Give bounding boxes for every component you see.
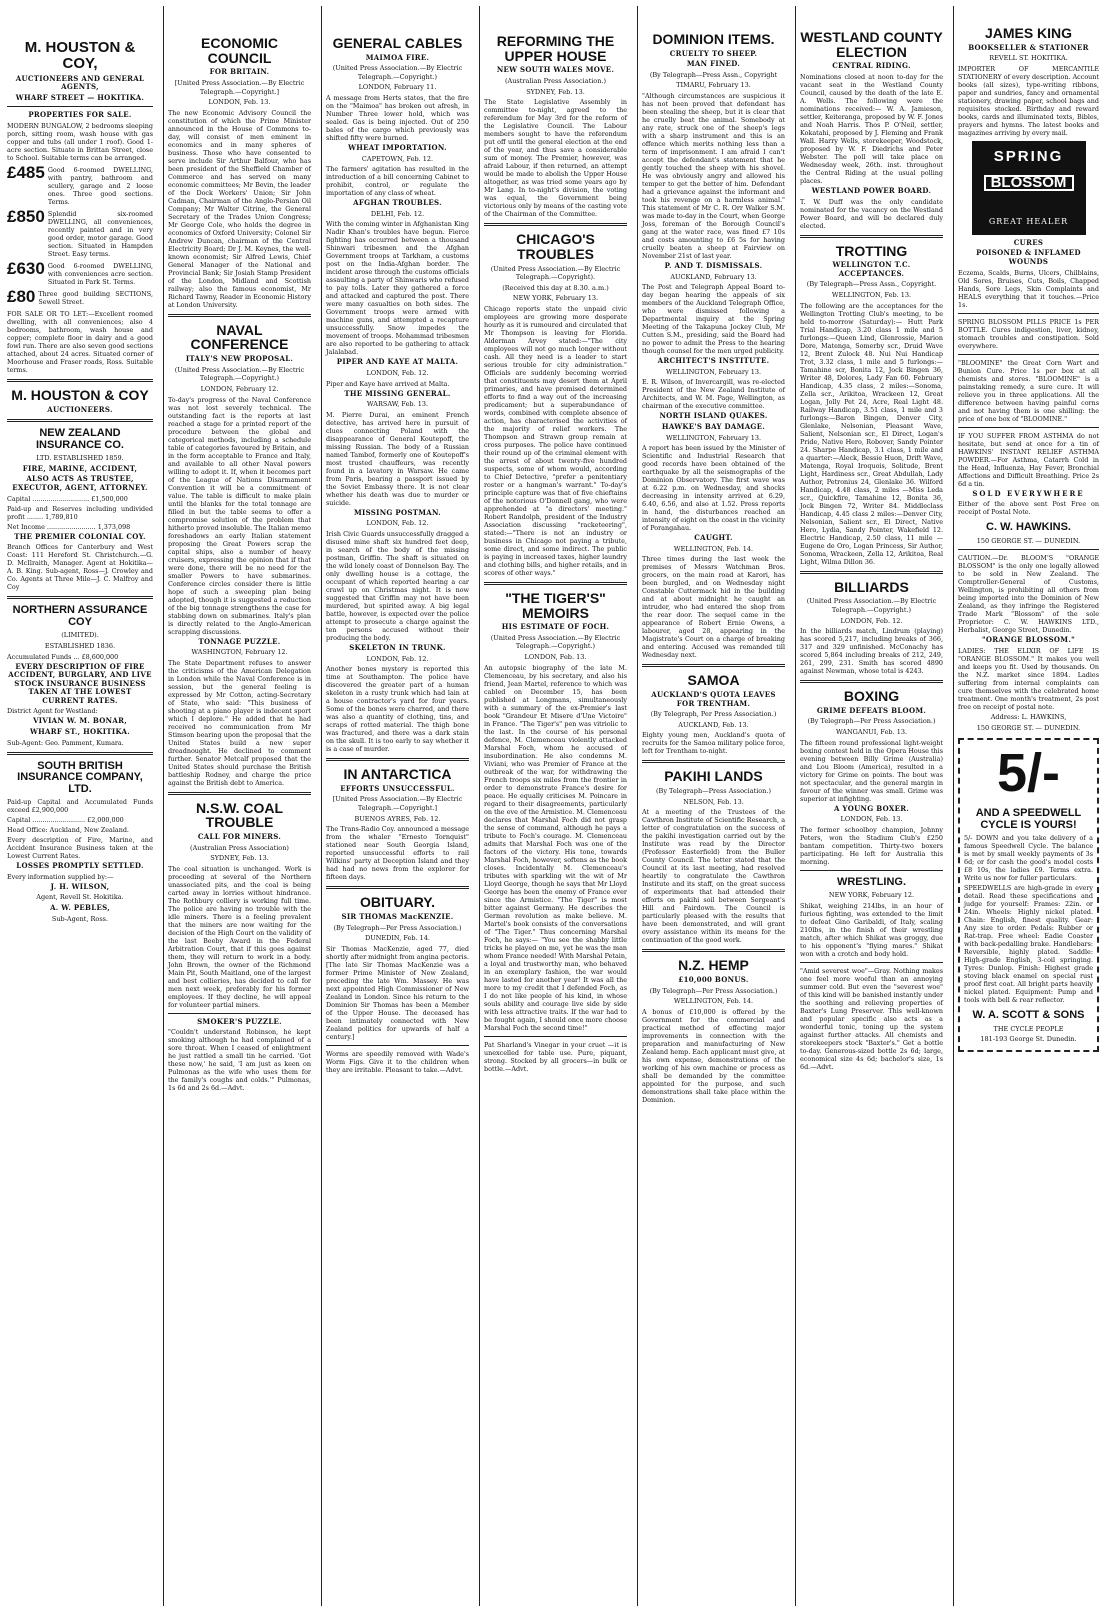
subhead: CENTRAL RIDING. — [832, 61, 911, 71]
advertisement-text: "Amid severest woe"—Gray. Nothing makes one feel more woeful than an annoying summer cold. But even the "severest woe" of this kind will be banished instantly under the soothing and relieving properties of Baxter's Lung Preserver. This well-known and popular specific also acts as a wonderful tonic, toning up the system against further attacks. All chemists and storekeepers stock "Baxter's." Get a bottle to-day. Generous-sized bottle 2s 6d; large, economical size 4s 6d; bachelor's size, 1s 6d.—Advt. — [800, 966, 943, 1071]
dateline: DELHI, Feb. 12. — [370, 209, 425, 218]
headline-economic-council: ECONOMIC COUNCIL — [201, 35, 278, 66]
subhead: P. AND T. DISMISSALS. — [664, 261, 763, 271]
advertisement-text: Worms are speedily removed with Wade's Worm Figs. Give it to the children when they are irritable. Pleasant to take.—Advt. — [326, 1049, 469, 1074]
article-text: With the coming winter in Afghanistan King Nadir Khan's troubles have begun. Fierce fighting has occurred between a thousand Shinwari tribesmen and the Afghan Government troops at Tarkham, a customs post on the India-Afghan border. The incident arose through the customs officials assaulting a party of Shinwaris who refused to pay tolls. Later they gathered a force and attacked and captured the post. There were many casualties on both sides. The Government troops were armed with machine guns, and attempted a recapture unsuccessfully. Snow impedes the movement of troops. Mohammad tribesmen are also reported to be gathering to attack Jalalabad. — [326, 220, 469, 357]
dateline: WELLINGTON, Feb. 14. — [673, 997, 754, 1006]
nzi-capital: Capital ............................ £1,500,000 — [7, 494, 128, 503]
dateline: CAPETOWN, Feb. 12. — [361, 154, 434, 163]
dateline: NEW YORK, February 13. — [512, 294, 599, 303]
article-text: A bonus of £10,000 is offered by the Government for the commercial and practical method of effecting major improvements in connection with the preparation and manufacturing of New Zealand hemp. Each applicant must give, at his own expense, demonstrations of the working of his own machine or process as shall be demanded by the committee appointed for the purpose, and such demonstrations shall take place within the Dominion. — [642, 1007, 785, 1104]
ad-text: CAUTION.—Dr. BLOOM'S "ORANGE BLOSSOM" is the only one legally allowed to be sold in New Zealand. The Comptroller-General of Customs, Wellington, is prohibiting all others from being imported into the Dominion of New Zealand, as they infringe the Registered Trade Mark "Blossom" of the sole Proprietor: C. W. HAWKINS LTD., Herbalist, George Street, Dunedin. — [958, 554, 1099, 635]
ad-text: 5/- DOWN and you take delivery of a famous Speedwell Cycle. The balance is met by small weekly payments of 3s 6d; or for cash the good's model costs £8 10s, the ladies £9. Terms extra. Write us now for fuller particulars. — [964, 834, 1093, 883]
south-british-info: Every information supplied by:— — [7, 872, 114, 881]
article-text: T. W. Duff was the only candidate nominated for the vacancy on the Westland Power Board, and will be declared duly elected. — [800, 197, 943, 230]
scott-subtitle: THE CYCLE PEOPLE — [993, 1024, 1064, 1033]
subhead: MISSING POSTMAN. — [353, 507, 442, 517]
credit-line: (By Telegraph, Per Press Association.) — [650, 710, 777, 719]
column-7 — [953, 6, 1103, 1606]
subhead: CAUGHT. — [694, 533, 733, 543]
ad-text: IF YOU SUFFER FROM ASTHMA do not hesitate, but send at once for a tin of HAWKINS' INSTANT RELIEF ASTHMA POWDER.—For Asthma, Catarrh Cold in the Head, Influenza, Hay Fever, Bronchial Affections and Difficult Breathing. Price 2s 6d a tin. — [958, 431, 1099, 488]
subhead: GRIME DEFEATS BLOOM. — [816, 705, 927, 715]
nzi-branch: Branch Offices for Canterbury and West Coast: 111 Hereford St. Christchurch.—G. D. McIlraith, Manager. Agent at Hokitika—A. B. King. Sub-agent, Ross—J. Crowley and Co. Agents at Three Mile—J. C. Malfroy and Coy — [7, 543, 153, 592]
houston-title: M. HOUSTON & COY, — [24, 39, 136, 72]
article-text: An autopsic biography of the late M. Clemenceau, by his secretary, and also his friend, Jean Martel, reference to which was cabled on December 15, has been published at Longmans, simultaneously with a summary of the ex-Premier's last book "Grandeur Et Misere d'Une Victoire" in France. "The Tiger's" pen was vitriolic to the last. In the course of his personal defence, M. Clemenceau violently attacked Marshal Foch, whom he accused of insubordination. He also condemns M. Viviani, who was Premier of France at the outbreak of the war, for withdrawing the French troops six miles from the frontier in order to demonstrate France's desire for peace. He equally criticises M. Poincare in regard to their disagreements, particularly on the eve of the Armistice. M. Clemenceau declares that Marshal Foch did not grasp the sense of command, although he pays a tribute to Foch's courage. M. Clemenceau admits that Marshal Foch was one of the factors of the victory. His tone, towards Marshal Foch, however, softens as the book closes. Incidentally M. Clemenceau's tributes with sparkling wit the wit of Mr Lloyd George, though he says that Mr Lloyd George has been the enemy of France ever since the Armistice. "The Tiger" is most bitter against Germany. He describes the German revolution as make believe. M. Martel's book consists of the conversations of "The Tiger." Thus concerning Marshal Foch, he says:— "You see the shabby little tricks he played on me, yet he was the man whom France needed! With Marshal Petain, a loyal and trustworthy man, who behaved in an exemplary fashion, the war would have lasted for another year! It was all the more to my credit that I defended Foch, as I do not like people of his kind, in whose souls ability and courage live side by side with less attractive traits. If the war had to be fought again, I should once more choose Marshal Foch the second time!" — [484, 663, 627, 1032]
five-shillings: 5/- — [996, 743, 1061, 804]
article-text: The State Department refuses to answer the criticisms of the American Delegation in London while the Naval Conference is in session, but the general feeling is expressed by Mr Cotton, acting-Secretary of State, who said: "This business of shooting at a piano player is indecent sport which I deplore." He added that he had received no communication from Mr Stimson bearing upon the proposal that the United States build a new super dreadnought. He declined to comment further. Senator Metcalf proposed that the United States should purchase the British battleship Rodney, and charge the price against the British debt to America. — [168, 658, 311, 787]
column-6 — [795, 6, 947, 1606]
subhead: ARCHITECT'S INSTITUTE. — [657, 356, 770, 366]
south-british-capital: Paid-up Capital and Accumulated Funds exceed £2,900,000 — [7, 798, 153, 815]
speedwell-headline: AND A SPEEDWELL CYCLE IS YOURS! — [975, 807, 1082, 831]
article-text: Chicago reports state the unpaid civic employees are growing more desperate hourly as it is rumoured and circulated that Mr Thompson is leaving for Florida. Alderman Arvey stated:—"The city employees will not go much longer without cash. All they need is a leader to start serious trouble for city administration." Officials are suddenly becoming worried that constituents may desert them at April primaries, and have promised determined efforts to find a way out of the increasing predicament; but a superabundance of words, combined with complete absence of action, has characterised the activities of the majority of relief workers. The Thompson and Strawn group remain at cross purposes. The police have continued their round up of the criminal element with the arrest of about twenty-five hundred suspects, some of whom would, according to Chief Detective, "prefer a penitentiary roster or a hangman's warrant." To-day's principle capture was that of five chieftains of the notorious O'Donnell gang, who were apprehended at "a directors' meeting." Robert Randolph, president of the Industry Association discussing "racketeering", stated:—"There is not an industry or business in Chicago not paying a tribute, some direct, and some indirect. The public is paying in increased taxes, higher laundry and clothing bills, and higher retails, and in scores of other ways." — [484, 304, 627, 577]
sold-everywhere: SOLD EVERYWHERE — [972, 488, 1085, 498]
nzi-established: LTD. ESTABLISHED 1859. — [36, 454, 124, 463]
subhead: HIS ESTIMATE OF FOCH. — [501, 622, 610, 632]
subhead: WESTLAND POWER BOARD. — [811, 185, 932, 195]
column-5 — [637, 6, 789, 1606]
subhead: EFFORTS UNSUCCESSFUL. — [340, 783, 455, 793]
subhead: TONNAGE PUZZLE. — [198, 636, 281, 646]
headline-pakihi-lands: PAKIHI LANDS — [664, 768, 763, 785]
subhead: HAWKE'S BAY DAMAGE. — [661, 422, 766, 432]
scott-address: 181-193 George St. Dunedin. — [980, 1035, 1077, 1044]
dateline: LONDON, Feb. 12. — [366, 654, 429, 663]
subhead: SMOKER'S PUZZLE. — [197, 1016, 282, 1026]
south-british-agent-2-addr: Sub-Agent, Ross. — [51, 914, 109, 923]
dateline: LONDON, Feb. 12. — [366, 519, 429, 528]
dateline: WARSAW, Feb. 13. — [366, 400, 429, 409]
subhead: SKELETON IN TRUNK. — [349, 643, 446, 652]
property-ad-2: £485 Good 6-roomed DWELLING, with pantry, bathroom and scullery, garage and 2 loose ones. Three good sections. Terms. — [7, 162, 153, 206]
dateline: AUCKLAND, Feb. 13. — [678, 720, 749, 729]
dateline: WANGANUI, Feb. 13. — [835, 727, 908, 736]
dateline: TIMARU, February 13. — [676, 81, 751, 90]
northern-every: EVERY DESCRIPTION OF FIRE ACCIDENT, BURGLARY, AND LIVE STOCK INSURANCE BUSINESS TAKEN AT THE LOWEST CURRENT RATES. — [8, 661, 152, 705]
property-ad-1: MODERN BUNGALOW, 2 bedrooms sleeping porch, sitting room, wash house with gas copper and tubs (all under 1 roof). Good 1-acre section. Situate in Brittan Street, close to School. Suitable terms can be arranged. — [7, 121, 153, 162]
credit-line: (By Telegraph—Per Press Association.) — [333, 923, 462, 932]
advertisement-text: "Couldn't understand Robinson, he kept smoking although he had complained of a sore throat. When I ceased of enlightment he just rattled a small tin he carried. 'Got these now,' he said, 'I am just as keen on Pulmonas as the wife who uses them for the family's coughs and colds.'" Pulmonas, 1s 6d and 2s 6d.—Advt. — [168, 1028, 311, 1093]
northern-agent-address: WHARF ST., HOKITIKA. — [29, 727, 131, 737]
dateline: LONDON, Feb. 13. — [524, 653, 587, 662]
column-3 — [321, 6, 473, 1606]
speedwell-cycle-ad — [958, 738, 1099, 1052]
spring-blossom-logo: SPRING BLOSSOM GREAT HEALER — [972, 141, 1086, 235]
credit-line: (By Telegraph—Press Assn., Copyright — [649, 70, 778, 79]
subhead: CALL FOR MINERS. — [197, 832, 282, 842]
received-line: (Received this day at 8.30. a.m.) — [502, 283, 609, 292]
south-british-head: Head Office: Auckland, New Zealand. — [7, 826, 129, 835]
dateline: WELLINGTON, Feb. 13. — [831, 291, 912, 300]
nzi-reserves: Paid-up and Reserves including undivided profit ........ 1,789,810 — [7, 504, 153, 521]
credit-line: (Australian Press Association.) — [505, 76, 606, 85]
article-text: At a meeting of the Trustees of the Cawthron Institute of Scientific Research, a letter of congratulation on the success of the pakihi investigation carried out by the Institute was read by the Director (Professor Easterfield) from the Buller County Council. The letter stated that the Council at its last meeting, had resolved heartily to congratulate the Cawthron Institute and its staff, on the great success of experiments that had attended their efforts on pakihi soil between Sergeant's Hill and Fairdown. The Council is particularly pleased with the results that have been demonstrated, and will grant every assistance within its means for the continuation of the good work. — [642, 808, 785, 945]
subhead: NEW SOUTH WALES MOVE. — [496, 65, 615, 75]
ad-text: SPRING BLOSSOM PILLS PRICE 1s PER BOTTLE. Cures indigestion, liver, kidney, stomach troubles and constipation. Sold everywhere. — [958, 317, 1099, 350]
subhead: MAN FINED. — [686, 59, 741, 69]
article-text: M. Pierre Durai, an eminent French detective, has arrived here in pursuit of clues connecting Poland with the disappearance of General Koutepoff, the missing Russian. The body of a Russian named Tambof, formerly one of Koutepoff's most trusted chauffeurs, was recently found in a lavatory in Warsaw. He came from Paris, bearing a passport issued by the Soviet Embassy there. It is not clear whether his death was due to murder or suicide. — [326, 410, 469, 507]
dateline: WELLINGTON, February 13. — [665, 367, 762, 376]
south-british-title: SOUTH BRITISH INSURANCE COMPANY, LTD. — [17, 759, 143, 795]
northern-limited: (LIMITED). — [61, 631, 99, 640]
ad-text: LADIES: THE ELIXIR OF LIFE IS "ORANGE BLOSSOM." It makes you well and keeps you fit. Used by thousands. On the N.Z. market since 1894. Ladies suffering from internal complaints can cure themselves with the celebrated home treatment. One month's treatment, 2s post free on receipt of postal note. — [958, 646, 1099, 711]
newspaper-page — [7, 6, 1107, 1606]
credit-line: (United Press Association.—By Electric Telegraph.—Copyright). — [490, 264, 621, 282]
headline-general-cables: GENERAL CABLES — [332, 35, 463, 51]
subhead: A YOUNG BOXER. — [833, 803, 910, 813]
subhead: THE MISSING GENERAL. — [344, 388, 451, 398]
column-4 — [479, 6, 631, 1606]
hawkins-address: 150 GEORGE ST. — DUNEDIN. — [976, 536, 1081, 545]
article-text: The following are the acceptances for the Wellington Trotting Club's meeting, to be held to-morrow (Saturday):— Hutt Park Trial Handicap, 3.20 class 1 mile and 5 furlongs:—Queen Lind, Glenrossie, Marion Dore, Matenga, Somerby scr., Druid Wave 12, Brent Zulock 48. Nui Nui Handicap Trot, 3.32 class, 1 mile and 5 furlongs:—Tamahine scr, Bonita 12, Jock Bingen 36, Writer 48, Dolores, Lady Fan 60. February Handicap, 4.35 class, 2 miles:—Sonoma, Zella scr., Arikitoa, Wrackeen 12, Great Logan, Jolly Pet 24, Acre, Real Light 48. Railway Handicap, 3.51 class, 1 mile and 3 furlongs:—Baron Bingen, Denver City, Glenlake, Nelsonian, Pleasant Wave, Salient, Nelsonian scr., El Direct, Logan's Pride, Native Hero, Robover, Sandy Pointer 24. Sharpe Handicap, 3.1 class, 1 mile and a quarter:—Aleck, Bessie Huon, Drift Wave, Matenga, Royal Iroquois, Solitude, Brent Light, Hardiness scr., Great Abdullah, Lady Author, Petronius 24, Glenlake 36. Wilford Handicap, 4.48 class, 2 miles —Miss Leda scr., Quickfire, Tamahine 12, Bonita 36, Jock Bingen 72, Writer 84. Middleclass Handicap, 4.45 class 2 miles:—Denver City, Nelsonian, Salient scr., El Direct, Native Hero, Lydia, Sandy Pointer, Wakefield 12. Electric Handicap, 2.50 class, 11 mile —Eugene de Oro, Logan Princess, Sir Author, Sonoma, Wrackeen, Zella 12, Arikitoa, Real Light, Wilma Dillon 36. — [800, 301, 943, 566]
northern-agent: VIVIAN W. M. BONAR, — [33, 716, 127, 726]
article-text: The coal situation is unchanged. Work is proceeding at several of the Northern unassociated pits, and the coal is being carted away in lorries without hindrance. The Rothbury colliery is working full time. The police are having no trouble with the idle miners. There is a feeling prevalent that the miners are now waiting for the decision of the High Court on the validity of the last Beeby Award in the Federal Arbitration Court, that if this goes against them, they will return to work in a body. John Brown, the owner of the Richmond Main Pit, South Maitland, one of the largest and best collieries, has decided to call for men next week, preferably for his former employees. If they decline, he will appeal for volunteer partial miners. — [168, 864, 311, 1009]
headline-westland-election: WESTLAND COUNTY ELECTION — [800, 29, 943, 60]
headline-naval-conference: NAVAL CONFERENCE — [190, 321, 289, 353]
hawkins-title: C. W. HAWKINS. — [986, 521, 1071, 534]
headline-antarctica: IN ANTARCTICA — [343, 766, 452, 783]
subhead: MAIMOA FIRE. — [365, 52, 430, 62]
properties-heading: PROPERTIES FOR SALE. — [28, 110, 132, 120]
houston-address: WHARF STREET — HOKITIKA. — [15, 92, 145, 102]
credit-line: (By Telegraph—Per Press Association.) — [649, 986, 778, 995]
article-text: Another bones mystery is reported this time at Southampton. The police have discovered the greater part of a human skeleton in a rusty trunk which had lain at a house contractor's yard for four years. Some of the bones were charred, and there was also a quantity of clothing, tins, and scraps of rotted material. The thigh bone was fractured, and there was a dark stain on the skull. It is too early to say whether it is a case of murder. — [326, 665, 469, 754]
subhead: WELLINGTON T.C. ACCEPTANCES. — [832, 260, 911, 278]
dateline: LONDON, Feb. 13. — [840, 815, 903, 824]
ad-text: Either of the above sent Post Free on receipt of Postal Note. — [958, 500, 1099, 517]
dateline: LONDON, Feb. 12. — [366, 369, 429, 378]
article-text: In the billiards match, Lindrum (playing) has scored 5,217, including breaks of 366, 317 and 329 unfinished. McConachy has scored 5,864 including breaks of 212, 249, 261, 299, 231. Smith has scored 4890 against Newman, whose total is 4243. — [800, 627, 943, 676]
dateline: DUNEDIN, Feb. 14. — [365, 934, 430, 943]
subhead: WHEAT IMPORTATION. — [348, 143, 447, 153]
subhead: ITALY'S NEW PROPOSAL. — [185, 354, 294, 364]
credit-line: (By Telegraph—Press Association.) — [656, 787, 771, 796]
article-text: "Although circumstances are suspicious it has not been proved that defendant has been stealing the sheep, but it is clear that he cruelly beat the animal. Somebody at any rate, struck one of the sheep's legs with a sharp instrument and this is an offence which merits nothing less than a term of imprisonment. I am afraid I can't accept the defendant's statement that he gently touched the sheep with his shovel. He was obviously angry and allowed his temper to get the better of him. Defendant had a grievance against the informant and took his revenge on a harmless animal." This statement of Mr C. R. Orr Walker S.M. was made to-day in the Court, when George Joss, foreman of the Borough Council's gang at the water race, was fined £7 10s and costs amounting to £6 5s for having cruelly beaten a sheep at Fairview on November 21st of last year. — [642, 92, 785, 261]
headline-nz-hemp: N.Z. HEMP — [678, 957, 749, 974]
article-text: The fifteen round professional light-weight boxing contest held in the Opera House this evening between Billy Grime (Australia) and Lou Bloom (America), resulted in a victory for Grime on points. The bout was not spectacular, and the general margin in favour of the winner was small. Grime was superior at infighting. — [800, 738, 943, 803]
dateline: LONDON, February 11. — [358, 83, 437, 92]
column-2 — [163, 6, 315, 1606]
dateline: LONDON, February 12. — [200, 384, 279, 393]
dateline: LONDON, Feb. 12. — [840, 616, 903, 625]
ad-text: "BLOOMINE" the Great Corn Wart and Bunion Cure. Price 1s per box at all chemists and stores. "BLOOMINE" is a painstaking remedy, a sure cure. It will relieve you in three applications. All the difference between having painful corns and not having them is one shilling: the price of one box of "BLOOMINE." — [958, 358, 1099, 423]
south-british-every: Every description of Fire, Marine, and Accident Insurance Business taken at the Lowest Current Rates. — [7, 836, 153, 861]
article-text: The State Legislative Assembly in committee to-night, agreed to the referendum for May 3rd for the reform of the Legislative Council. The Labour members sought to have the referendum put off until the general election at the end of the year, and thus save a considerable sum of money. The Premier, however, was afraid Labour, if then returned, an attempt would be made to abolish the Upper House altogether, as was tried some years ago by Mr Lang. In to-night's division, the voting was equal, the Government being victorious only by means of the casting vote of the Chairman of the Committee. — [484, 98, 627, 219]
dateline: BUENOS AYRES, Feb. 12. — [354, 814, 441, 823]
headline-upper-house: REFORMING THE UPPER HOUSE — [496, 33, 615, 64]
orange-blossom-heading: "ORANGE BLOSSOM." — [981, 635, 1076, 645]
article-text: The new Economic Advisory Council the constitution of which the Prime Minister announced in the House of Commons to-day, will consist of men eminent in economics and in many spheres of business. Those who have consented to serve include Sir Arthur Balfour, who has been president of the Sheffield Chamber of Commerce and has served on many economic committees; Mr Bevin, the leader of the Dock Workers' Union; Sir John Cadman, Chairman of the Anglo-Persian Oil Company; Mr Walter Citrine, the General Secretary of the Trades Union Congress; Mr George Cole, who holds the degree in economics of Oxford University; Colonel Sir Andrew Duncan, chairman of the Central Electricity Board; Dr J. M. Keynes, the well-known economist; Sir Alfred Lewis, Chief General Manager of the National and Provincial Bank; Sir Josiah Stamp President of the London, Midland and Scottish railway; also the famous economist, Mr Richard Tawny, Reader in Economic History at London University. — [168, 108, 311, 309]
dateline: NEW YORK, February 12. — [828, 891, 915, 900]
subhead: AUCKLAND'S QUOTA LEAVES FOR TRENTHAM. — [651, 690, 776, 708]
credit-line: (By Telegraph—Per Press Association.) — [807, 717, 936, 726]
credit-line: (United Press Association.—By Electric Telegraph.—Copyright.) — [490, 633, 621, 651]
article-text: The farmers' agitation has resulted in the introduction of a bill concerning Cabinet to prohibit, control, or regulate the importation of any class of wheat. — [326, 165, 469, 198]
advertisement-text: Pat Sharland's Vinegar in your cruet —it is unexcelled for table use. Pure, piquant, strong. Stocked by all grocers—in bulk or bottle.—Advt. — [484, 1040, 627, 1073]
subhead: NORTH ISLAND QUAKES. — [659, 411, 768, 421]
article-text: A message from Herts states, that the fire on the "Maimoa" has broken out afresh, in Number Three lower hold, which was sealed. Gas is being injected. Out of 250 bales of the cargo which previously was shifted fifty were burned. — [326, 94, 469, 143]
northern-funds: Accumulated Funds ... £8,600,000 — [7, 652, 119, 661]
hawkins-address-2: 150 GEORGE ST. — DUNEDIN. — [976, 723, 1081, 732]
headline-chicago: CHICAGO'S TROUBLES — [516, 231, 595, 262]
credit-line: (Australian Press Association) — [190, 843, 289, 852]
headline-obituary: OBITUARY. — [360, 894, 435, 911]
ad-text: Eczema, Scalds, Burns, Ulcers, Chilblains, Old Sores, Bruises, Cuts, Boils, Chapped Hands, Sore Legs, Skin Complaints and HEALS everything that it touches.—Price 1s. — [958, 268, 1099, 309]
headline-boxing: BOXING — [843, 688, 900, 705]
article-text: Irish Civic Guards unsuccessfully dragged a disused mine shaft six hundred feet deep, in search of the body of the missing postman, Griffin. The shaft is situated on the wild lonely coast of Donnelson Bay. The only dwelling house is a cottage, the occupant of which reported hearing a car crawl up on Christmas night. It is now suggested that Griffin may not have been murdered, but spirited away. A big legal battle, however, is expected over the police attempt to prosecute a charge against the ten persons accused without their producing the body. — [326, 530, 469, 642]
headline-tigers-memoirs: "THE TIGER'S" MEMOIRS — [505, 589, 606, 621]
subhead: PIPER AND KAYE AT MALTA. — [336, 357, 459, 367]
hawkins-address-label: Address: L. HAWKINS, — [990, 712, 1067, 721]
south-british-agent-2: A. W. PEBLES, — [50, 903, 110, 913]
credit-line: (United Press Association.—By Electric Telegraph.—Copyright.) — [174, 365, 305, 383]
south-british-capital-2: Capital .......................... £2,000,000 — [7, 816, 124, 825]
subhead: CRUELTY TO SHEEP. — [669, 48, 758, 58]
nzi-lines: FIRE, MARINE, ACCIDENT, — [22, 463, 138, 473]
subhead: SIR THOMAS MacKENZIE. — [341, 911, 454, 921]
northern-established: ESTABLISHED 1836. — [44, 641, 116, 650]
headline-nsw-coal: N.S.W. COAL TROUBLE — [195, 799, 284, 831]
ad-text: SPEEDWELLS are high-grade in every detail. Read these specifications and judge for yourself: Frames: 22in. or 24in. Wheels: Highly nickel plated. Chain: English, finest quality. Gear: Any size to order. Pedals: Rubber or Rat-trap. Free wheel: Eadie Coaster with back-pedalling brake. Handlebars: Reversible, highly plated. Saddle: High-grade English, 3-coil springing. Tyres: Dunlop. Finish: Highest grade stoving black enamel on special rust proof first coat. All bright parts heavily nickel plated. Equipment: Pump and tools with bell & rear reflector. — [964, 884, 1093, 1005]
south-british-agent-1-addr: Agent, Revell St. Hokitika. — [36, 893, 124, 902]
property-ad-5: £80 Three good building SECTIONS, Sewell Street. — [7, 286, 153, 306]
premier-colonial: THE PREMIER COLONIAL COY. — [14, 531, 146, 541]
nzi-lines-2: ALSO ACTS AS TRUSTEE, EXECUTOR, AGENT, ATTORNEY. — [12, 474, 148, 493]
nzi-title: NEW ZEALAND INSURANCE CO. — [35, 427, 124, 451]
article-text: Sir Thomas MacKenzie, aged 77, died shortly after midnight from angina pectoris. [The late Sir Thomas MacKenzie was a former Prime Minister of New Zealand, preceding the late Wm. Massey. He was next appointed High Commissioner of New Zealand in London. Since his return to the Dominion Sir Thomas has been a Member of the Upper House. The deceased has been intimately connected with New Zealand politics for upwards of half a century.] — [326, 944, 469, 1041]
james-king-title: JAMES KING — [984, 25, 1073, 41]
northern-title: NORTHERN ASSURANCE COY — [12, 604, 148, 628]
south-british-losses: LOSSES PROMPTLY SETTLED. — [16, 861, 144, 871]
subhead: AFGHAN TROUBLES. — [353, 198, 442, 208]
dateline: WASHINGTON, February 12. — [191, 648, 288, 657]
houston-subtitle: AUCTIONEERS AND GENERAL AGENTS, — [15, 73, 145, 92]
subhead: £10,000 BONUS. — [678, 975, 749, 985]
dateline: SYDNEY, Feb. 13. — [210, 854, 269, 863]
article-text: A report has been issued by the Minister of Scientific and Industrial Research that good records have been obtained of the earthquake by all the seismographs of the Dominion Observatory. The first wave was at 6.22 p.m. on Wednesday, and shocks decreasing in intensity arrived at 6.29, 6.40, 6.56, and also at 1.52. Press reports in hand, the disturbances reached an intensity of eight on the coast in the vicinity of Porangahau. — [642, 444, 785, 533]
dateline: LONDON, Feb. 13. — [208, 98, 271, 107]
article-text: Shikat, weighing 214lbs, in an hour of furious fighting, was extended to the limit to defeat Gino Garibaldi, of Italy, scaling 210lbs, in the finish of their wrestling match, after which Shikat was groggy, due to his opponent's "flying mares." Shikat won with a crotch and body hold. — [800, 901, 943, 958]
dateline: WELLINGTON, February 13. — [665, 433, 762, 442]
nzi-income: Net Income ........................ 1,373,098 — [7, 522, 131, 531]
headline-billiards: BILLIARDS — [834, 578, 909, 595]
article-text: The Post and Telegraph Appeal Board to-day began hearing the appeals of six members of the Auckland Telegraph Office, who were dismissed following a Departmental inquiry at the Spring Meeting of the Takapuna Jockey Club, Mr Cutten S.M., presiding, said the Board had no power to admit the Press to the hearing though counsel for the men urged publicity. — [642, 283, 785, 356]
article-text: E. R. Wilson, of Invercargill, was re-elected President of the New Zealand Institute of Architects, and W. M. Page, Wellington, as chairman of the executive committee. — [642, 378, 785, 411]
article-text: To-day's progress of the Naval Conference was not lost severely technical. The outstanding fact is the reports at last reached a stage for a printed report of the procedure between the global and categorical methods, including a schedule table of categories favoured by Britain, and in the form acceptable to France and Italy, and available to all other Naval powers willing to adopt it. If, when it becomes part of the League of Nations Disarmament Convention it will be a commitment of value. The table is difficult to make plain until the blanks for the total tonnage are filled in but the table seems to offer a compromise solution of the problem that hitherto proved insoluble. The Italian memo foreshadows an early Italian statement proposing the Great Powers scrap the capital ships, also a number of heavy cruisers, expressing the opinion that if that were done, there will be no need for the smaller Powers to have submarines. Conference circles consider there is little hope of such a sweeping plan being adopted, though it is suggested a reduction of the big tonnage strengthens the case for stabbing down on submarines. Italy's plan is directly related to the Anglo-American scrapping discussions. — [168, 395, 311, 636]
james-king-subtitle: BOOKSELLER & STATIONER — [968, 42, 1089, 52]
article-text: The Trans-Radio Coy. announced a message from the whaler "Ernesto Tornquist" stationed near South Georgia Island, reported unsuccessful efforts to rail Wilkins' party at Deception Island and they had had no news from the explorer for fifteen days. — [326, 825, 469, 882]
northern-district: District Agent for Westland: — [7, 707, 98, 716]
article-text: Piper and Kaye have arrived at Malta. — [326, 379, 450, 388]
subhead: FOR BRITAIN. — [209, 67, 270, 77]
credit-line: (By Telegraph—Press Assn., Copyright. — [806, 280, 937, 289]
credit-line: [United Press Association.—By Electric Telegraph.—Copyright.] — [332, 795, 463, 813]
credit-line: (United Press Association.—By Electric Telegraph.—Copyright.) — [806, 597, 937, 614]
credit-line: (United Press Association.—By Electric Telegraph.—Copyright.) — [332, 64, 463, 81]
property-ad-4: £630 Good 6-roomed DWELLING, with conveniences acre section. Situated in Park St. Terms. — [7, 258, 153, 286]
scott-title: W. A. SCOTT & SONS — [972, 1009, 1085, 1022]
dateline: SYDNEY, Feb. 13. — [526, 87, 585, 96]
houston-title-2: M. HOUSTON & COY — [11, 386, 149, 403]
james-king-address: REVELL ST. HOKITIKA. — [989, 54, 1068, 63]
dateline: AUCKLAND, February 13. — [670, 272, 757, 281]
headline-wrestling: WRESTLING. — [836, 875, 907, 888]
property-ad-6: FOR SALE OR TO LET:—Excellent roomed dwelling, with all conveniences; also 4 bedrooms, bathroom, wash house and copper; complete floor in dairy and a good fowl run. There are also seven good sections attached, about 24 acres. Situated corner of Moorhouse and Fraser roads, Ross. Suitable terms. — [7, 309, 153, 374]
headline-dominion-items: DOMINION ITEMS. — [652, 31, 775, 47]
south-british-agent-1: J. H. WILSON, — [50, 881, 110, 891]
property-ad-3: £850 Splendid six-roomed DWELLING, all conveniences, recently painted and in very good order, motor garage. Good section. Situated in Hampden Street. Easy terms. — [7, 206, 153, 258]
cures-subheading: POISONED & INFLAMED WOUNDS — [976, 248, 1081, 267]
article-text: Three times during the last week the premises of Messrs Watchman Bros. grocers, on the main road at Karori, has been burgled, and on Wednesday night Constable Cuttermack hid in the building and at about midnight he caught an intruder, who had entered the shop from the rear door. The sequel came in the appearance of Robert Ernie Owens, a labourer, aged 28, appearing in the Magistrate's Court on a charge of breaking and entering. Accused was remanded till Wednesday next. — [642, 555, 785, 660]
cures-heading: CURES — [1013, 237, 1044, 247]
houston-subtitle-2: AUCTIONEERS. — [47, 404, 113, 414]
article-text: Eighty young men, Auckland's quota of recruits for the Samoa military police force, left for Trentham to-night. — [642, 731, 785, 756]
northern-subagent: Sub-Agent: Geo. Pamment, Kumara. — [7, 738, 124, 747]
dateline: WELLINGTON, Feb. 14. — [673, 544, 754, 553]
article-text: Nominations closed at noon to-day for the vacant seat in the Westland County Council, caused by the death of the late E. A. Wells. The following were the nominations received:— W. A. Jamieson, settler, Keiteranga, proposed by W. F. Jones and Noah Harris. Thos P. O'Neil, settler, Kokatahi, proposed by J. Fleming and Frank Wall. Harry Wells, storekeeper, Woodstock, proposed by W. F. Diedrichs and Peter Webster. The poll will take place on Wednesday week, 26th. inst. throughout the Central Riding at the usual polling places. — [800, 72, 943, 185]
headline-samoa: SAMOA — [687, 672, 740, 689]
article-text: The former schoolboy champion, Johnny Peters, won the Stadium Club's £250 bantam competition. Thirty-two boxers participating. He left for Australia this morning. — [800, 825, 943, 866]
headline-trotting: TROTTING — [835, 242, 908, 259]
column-1 — [7, 6, 157, 1606]
credit-line: [United Press Association.—By Electric Telegraph.—Copyright.] — [174, 78, 305, 96]
dateline: NELSON, Feb. 13. — [683, 797, 744, 806]
james-king-ad: IMPORTER OF MERCANTILE STATIONERY of every description. Account books (all sizes), type-writing ribbons, paper and sundries, fancy and ornamental stationery, drawing paper, school bags and requisites stocked. Birthday and reward books, cards and illuminated texts, Bibles, prayers and hymns. The latest books and magazines arriving by every mail. — [958, 64, 1099, 137]
